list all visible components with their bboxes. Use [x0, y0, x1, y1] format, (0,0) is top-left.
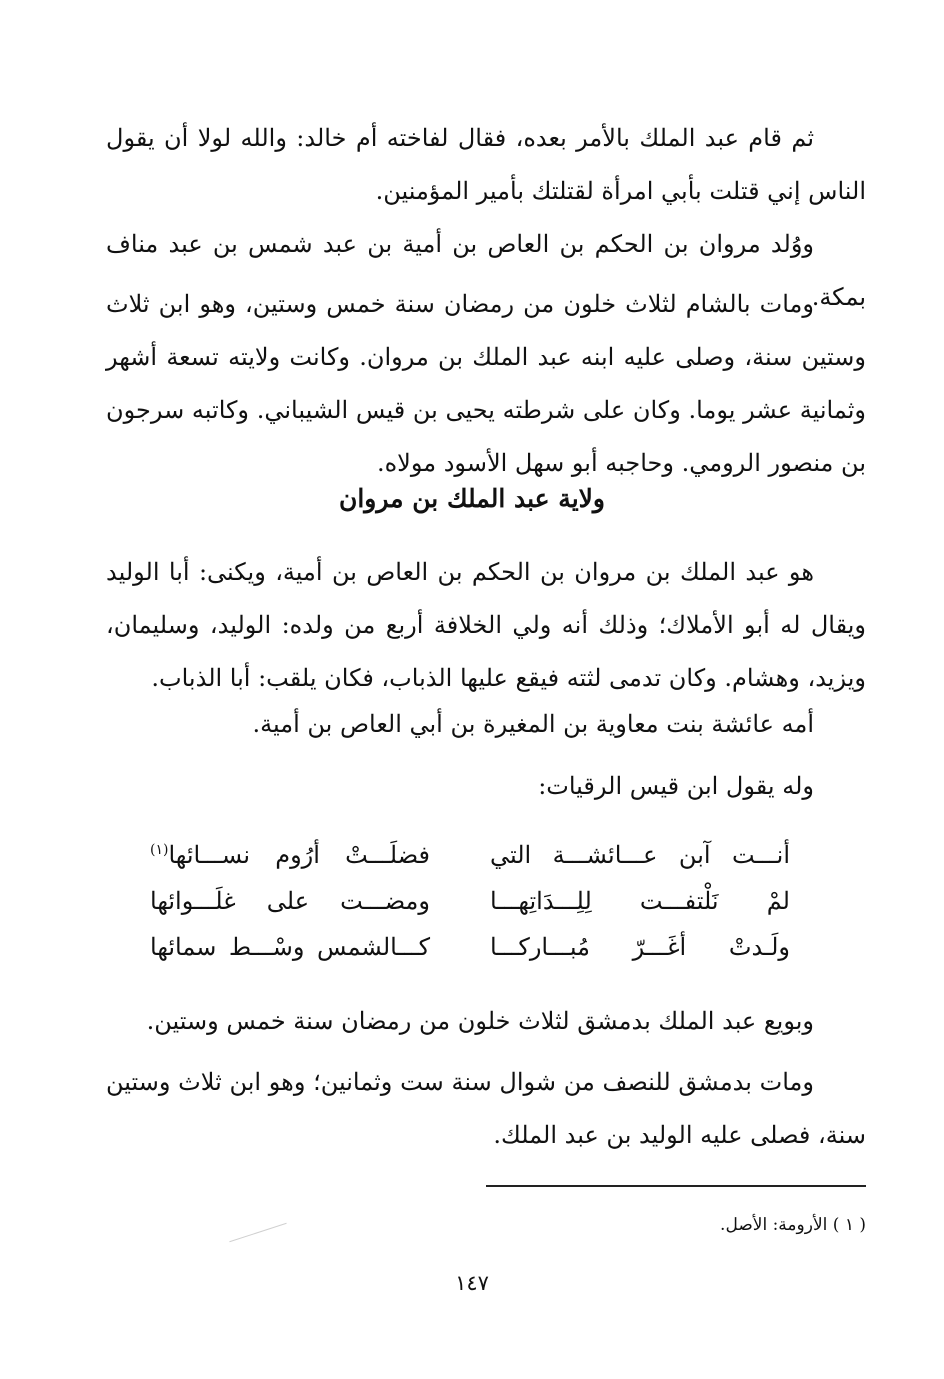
poem-hemistich-first: لمْ نَلْتفـــت لِلِـــدَاتِهـــا: [490, 887, 790, 915]
footnote-divider: [486, 1185, 866, 1187]
poem-hemistich-second: كـــالشمس وسْـــط سمائها: [150, 933, 430, 961]
poem-hemistich-second-text: فضلَـــتْ أرُوم نســـائها: [168, 841, 430, 869]
paragraph-marwan-death: ومات بالشام لثلاث خلون من رمضان سنة خمس وستين، وهو ابن ثلاث وستين سنة، وصلى عليه ابنه عبد الملك بن مروان. وكانت ولايته تسعة أشهر وثمانية عشر يوما. وكان على شرطته يحيى بن قيس الشيباني. وكاتبه سرجون بن منصور الرومي. وحاجبه أبو سهل الأسود مولاه.: [106, 290, 866, 477]
paragraph-abd-al-malik-lineage: هو عبد الملك بن مروان بن الحكم بن العاص بن أمية، ويكنى: أبا الوليد ويقال له أبو الأملاك؛ وذلك أنه ولي الخلافة أربع من ولده: الوليد، وسليمان، ويزيد، وهشام. وكان تدمى لثته فيقع عليها الذباب، فكان يلقب: أبا الذباب.: [106, 558, 866, 692]
paragraph-allegiance: وبويع عبد الملك بدمشق لثلاث خلون من رمضان سنة خمس وستين.: [146, 1007, 814, 1035]
poem-hemistich-second: ومضـــت على غلَـــوائها: [150, 887, 430, 915]
paragraph-poem-intro: وله يقول ابن قيس الرقيات:: [538, 772, 814, 800]
poem-verse: [150, 878, 790, 924]
poem-verse: [150, 832, 790, 878]
footnote-reference: (١): [150, 842, 169, 858]
poem-hemistich-first: ولَـدتْ أغَـــرّ مُبـــاركـــا: [490, 933, 790, 961]
poem-hemistich-second: [150, 832, 430, 878]
paragraph-marwan-birth: ووُلد مروان بن الحكم بن العاص بن أمية بن عبد شمس بن عبد مناف بمكة.: [106, 230, 866, 311]
paragraph-abd-al-malik-oath: ثم قام عبد الملك بالأمر بعده، فقال لفاخته أم خالد: والله لولا أن يقول الناس إني قتلت بأبي امرأة لقتلتك بأمير المؤمنين.: [106, 124, 866, 205]
footnote: ( ١ ) الأرومة: الأصل.: [720, 1215, 866, 1235]
poem-verse: [150, 924, 790, 970]
poem: [150, 832, 790, 970]
page-number: ١٤٧: [455, 1271, 489, 1295]
paragraph-abd-al-malik-death: ومات بدمشق للنصف من شوال سنة ست وثمانين؛ وهو ابن ثلاث وستين سنة، فصلى عليه الوليد بن عبد الملك.: [106, 1068, 866, 1149]
poem-hemistich-first: أنـــت آبن عـــائشـــة التي: [490, 841, 790, 869]
section-heading: ولاية عبد الملك بن مروان: [338, 484, 605, 513]
paragraph-mother: أمه عائشة بنت معاوية بن المغيرة بن أبي العاص بن أمية.: [252, 710, 814, 738]
